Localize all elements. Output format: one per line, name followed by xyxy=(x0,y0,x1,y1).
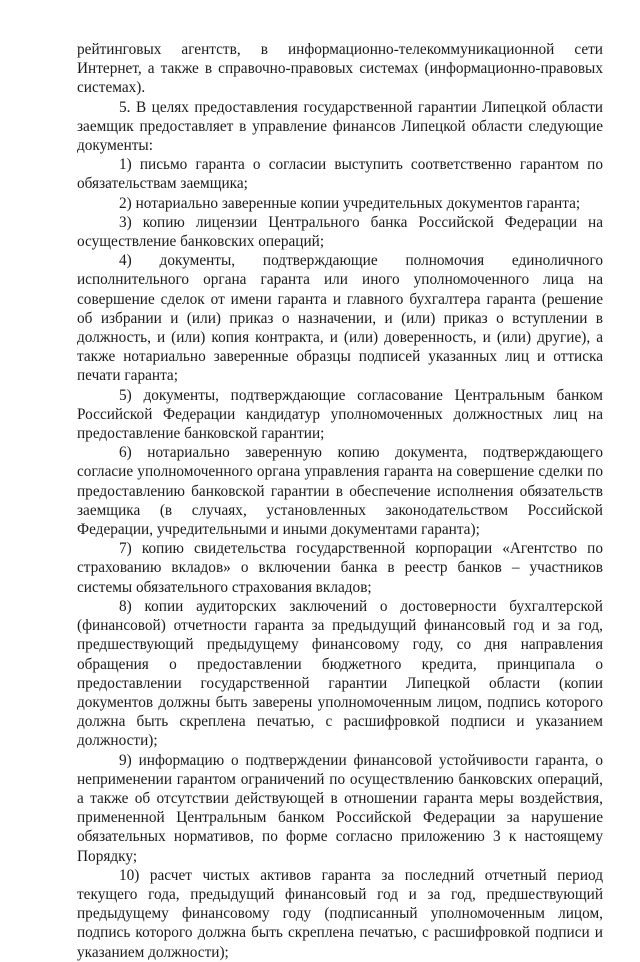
paragraph-subitem-2: 2) нотариально заверенные копии учредительных документов гаранта; xyxy=(119,194,581,212)
paragraph-item-5: 5. В целях предоставления государственной гарантии Липецкой области заемщик предоставляет в управление финансов Липецкой области следующие документы: xyxy=(77,98,603,155)
paragraph-continuation: рейтинговых агентств, в информационно-телекоммуникационной сети Интернет, а также в справочно-правовых системах (информационно-правовых системах). xyxy=(77,41,603,97)
paragraph-subitem-7: 7) копию свидетельства государственной корпорации «Агентство по страхованию вкладов» о включении банка в реестр банков – участников системы обязательного страхования вкладов; xyxy=(77,540,603,596)
document-page xyxy=(77,40,603,962)
paragraph-subitem-5: 5) документы, подтверждающие согласование Центральным банком Российской Федерации кандидатур уполномоченных должностных лиц на предоставление банковской гарантии; xyxy=(77,386,603,443)
paragraph-subitem-3: 3) копию лицензии Центрального банка Российской Федерации на осуществление банковских операций; xyxy=(77,213,603,251)
paragraph-subitem-6: 6) нотариально заверенную копию документа, подтверждающего согласие уполномоченного органа управления гаранта на совершение сделки по предоставлению банковской гарантии в обеспечение исполнения обязательств заемщика (в случаях, установленных законодательством Российской Федерации, учредительными и иными документами гаранта); xyxy=(77,444,603,539)
paragraph-subitem-8: 8) копии аудиторских заключений о достоверности бухгалтерской (финансовой) отчетности гаранта за предыдущий финансовый год и за год, предшествующий предыдущему финансовому году, со дня направления обращения о предоставлении бюджетного кредита, принципала о предоставлении государственной гарантии Липецкой области (копии документов должны быть заверены уполномоченным лицом, подпись которого должна быть скреплена печатью, с расшифровкой подписи и указанием должности); xyxy=(77,597,603,750)
paragraph-subitem-1: 1) письмо гаранта о согласии выступить соответственно гарантом по обязательствам заемщика; xyxy=(77,156,603,193)
paragraph-subitem-9: 9) информацию о подтверждении финансовой устойчивости гаранта, о неприменении гарантом ограничений по осуществлению банковских операций, а также об отсутствии действующей в отношении гаранта меры воздействия, примененной Центральным банком Российской Федерации за нарушение обязательных нормативов, по форме согласно приложению 3 к настоящему Порядку; xyxy=(77,751,603,865)
paragraph-subitem-4: 4) документы, подтверждающие полномочия единоличного исполнительного органа гаранта или иного уполномоченного лица на совершение сделок от имени гаранта и главного бухгалтера гаранта (решение об избрании и (или) приказ о назначении, и (или) приказ о вступлении в должность, и (или) копия контракта, и (или) доверенность, и (или) другие), а также нотариально заверенные образцы подписей указанных лиц и оттиска печати гаранта; xyxy=(77,252,603,385)
paragraph-subitem-10: 10) расчет чистых активов гаранта за последний отчетный период текущего года, предыдущий финансовый год и за год, предшествующий предыдущему финансовому году (подписанный уполномоченным лицом, подпись которого должна быть скреплена печатью, с расшифровкой подписи и указанием должности); xyxy=(77,866,603,961)
